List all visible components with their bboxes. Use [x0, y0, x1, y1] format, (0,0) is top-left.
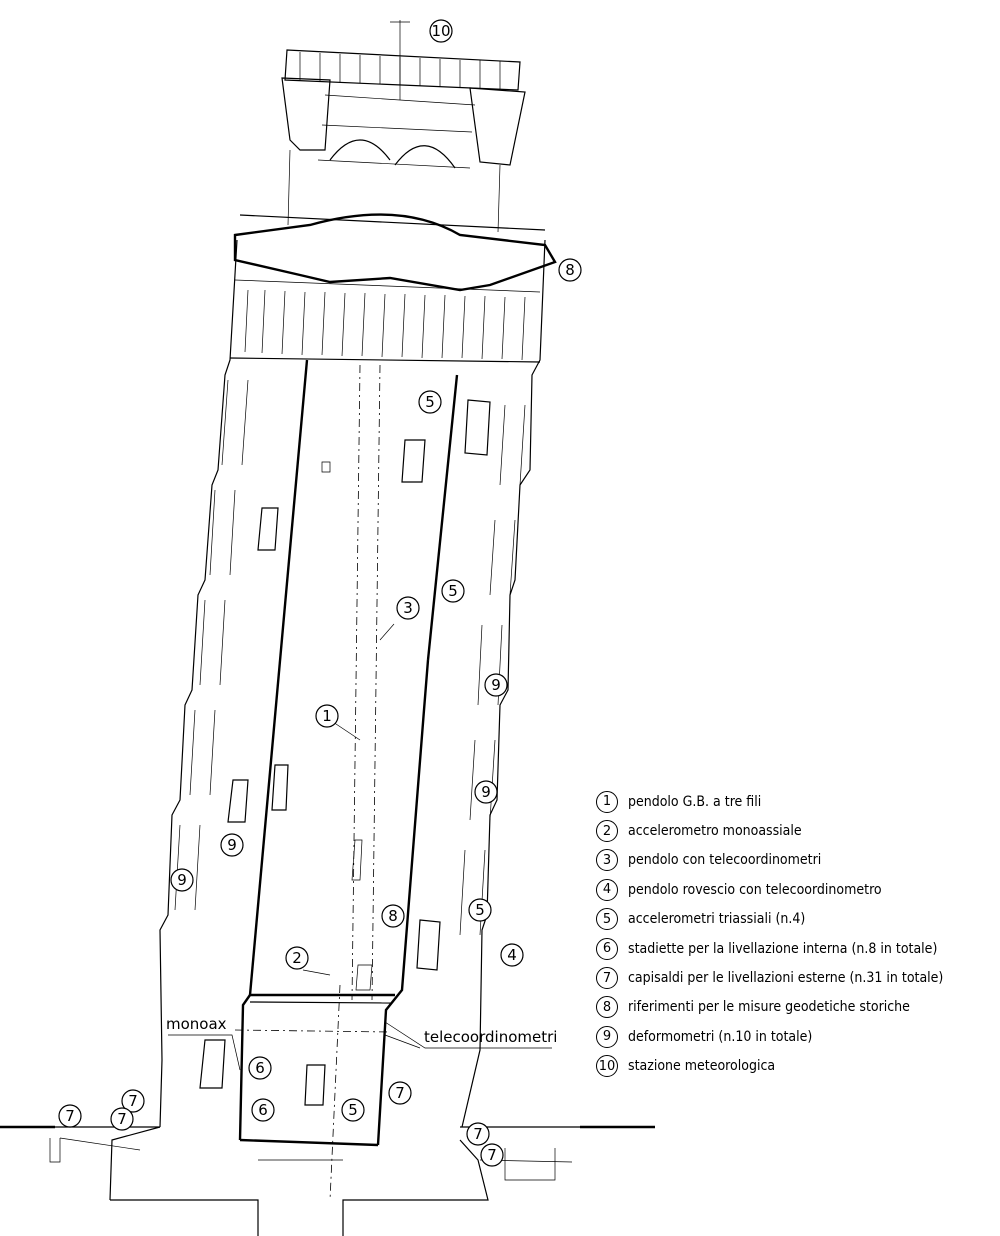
marker-7 — [481, 1144, 503, 1166]
marker-9 — [171, 869, 193, 891]
label-monoax: monoax — [166, 1015, 227, 1033]
marker-number: 10 — [431, 22, 451, 40]
marker-number: 7 — [128, 1092, 138, 1110]
marker-7 — [59, 1105, 81, 1127]
marker-8 — [559, 259, 581, 281]
legend-text: accelerometro monoassiale — [628, 823, 802, 840]
legend-text: pendolo G.B. a tre fili — [628, 793, 762, 810]
marker-7 — [111, 1108, 133, 1130]
legend-number: 10 — [596, 1055, 618, 1077]
legend-number: 2 — [596, 820, 618, 842]
marker-7 — [467, 1123, 489, 1145]
legend-text: deformometri (n.10 in totale) — [628, 1028, 813, 1045]
legend-number: 4 — [596, 879, 618, 901]
legend-number: 3 — [596, 849, 618, 871]
marker-number: 9 — [177, 871, 187, 889]
legend-text: riferimenti per le misure geodetiche storiche — [628, 999, 910, 1016]
legend-number: 8 — [596, 996, 618, 1018]
marker-5 — [342, 1099, 364, 1121]
legend-text: stadiette per la livellazione interna (n.8 in totale) — [628, 940, 938, 957]
marker-7 — [389, 1082, 411, 1104]
label-telecoordinometri: telecoordinometri — [424, 1028, 558, 1046]
legend-text: accelerometri triassiali (n.4) — [628, 911, 806, 928]
marker-number: 6 — [255, 1059, 265, 1077]
marker-4 — [501, 944, 523, 966]
legend — [596, 787, 996, 1081]
legend-text: pendolo con telecoordinometri — [628, 852, 822, 869]
belfry — [235, 20, 555, 360]
marker-8 — [382, 905, 404, 927]
marker-6 — [249, 1057, 271, 1079]
marker-number: 1 — [322, 707, 332, 725]
marker-5 — [442, 580, 464, 602]
marker-number: 6 — [258, 1101, 268, 1119]
marker-number: 7 — [395, 1084, 405, 1102]
marker-number: 5 — [448, 582, 458, 600]
marker-number: 9 — [227, 836, 237, 854]
marker-number: 7 — [487, 1146, 497, 1164]
legend-item — [596, 875, 996, 904]
marker-2 — [286, 947, 308, 969]
marker-5 — [419, 391, 441, 413]
legend-item — [596, 905, 996, 934]
marker-9 — [475, 781, 497, 803]
legend-item — [596, 846, 996, 875]
marker-number: 3 — [403, 599, 413, 617]
legend-item — [596, 1052, 996, 1081]
marker-1 — [316, 705, 338, 727]
legend-number: 9 — [596, 1026, 618, 1048]
legend-number: 5 — [596, 908, 618, 930]
marker-9 — [485, 674, 507, 696]
legend-item — [596, 934, 996, 963]
marker-10 — [430, 20, 452, 42]
marker-number: 4 — [507, 946, 517, 964]
legend-item — [596, 963, 996, 992]
marker-6 — [252, 1099, 274, 1121]
marker-5 — [469, 899, 491, 921]
marker-number: 2 — [292, 949, 302, 967]
legend-item — [596, 816, 996, 845]
marker-number: 7 — [117, 1110, 127, 1128]
legend-text: pendolo rovescio con telecoordinometro — [628, 881, 882, 898]
legend-number: 6 — [596, 938, 618, 960]
marker-number: 9 — [481, 783, 491, 801]
marker-number: 8 — [565, 261, 575, 279]
marker-9 — [221, 834, 243, 856]
marker-number: 5 — [475, 901, 485, 919]
stair-openings — [200, 400, 490, 1105]
legend-item — [596, 1022, 996, 1051]
legend-item — [596, 993, 996, 1022]
marker-number: 5 — [348, 1101, 358, 1119]
marker-number: 7 — [473, 1125, 483, 1143]
legend-item — [596, 787, 996, 816]
marker-number: 8 — [388, 907, 398, 925]
marker-number: 7 — [65, 1107, 75, 1125]
marker-number: 9 — [491, 676, 501, 694]
legend-number: 1 — [596, 791, 618, 813]
marker-3 — [397, 597, 419, 619]
legend-text: capisaldi per le livellazioni esterne (n.31 in totale) — [628, 970, 944, 987]
marker-number: 5 — [425, 393, 435, 411]
legend-number: 7 — [596, 967, 618, 989]
legend-text: stazione meteorologica — [628, 1058, 776, 1075]
